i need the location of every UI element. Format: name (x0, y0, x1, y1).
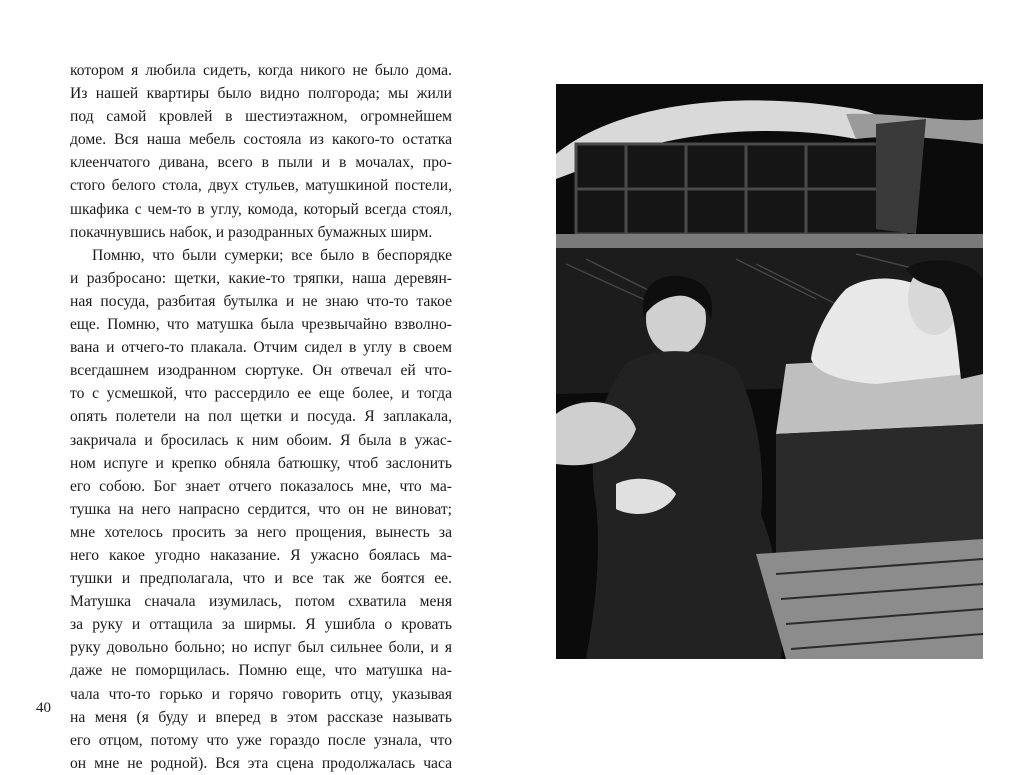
text-line: даже не поморщилась. Помню еще, что матушка на- (70, 662, 452, 680)
text-line: ная посуда, разбитая бутылка и не знаю что-то такое (70, 292, 452, 310)
text-line: доме. Вся наша мебель состояла из какого-то остатка (70, 131, 452, 149)
text-line: закричала и бросилась к ним обоим. Я была в ужас- (70, 431, 452, 449)
text-line: его отцом, потому что уже гораздо после узнала, что (70, 731, 452, 749)
text-line: то с усмешкой, что рассердило ее еще более, и тогда (70, 385, 452, 403)
text-line: под самой кровлей в шестиэтажном, огромнейшем (70, 108, 452, 126)
text-line: руку довольно больно; но испуг был сильнее боли, и я (70, 639, 452, 657)
text-line: и разбросано: щетки, какие-то тряпки, наша деревян- (70, 269, 452, 287)
text-line: стого белого стола, двух стульев, матушкиной постели, (70, 177, 452, 195)
text-line: котором я любила сидеть, когда никого не было дома. (70, 62, 452, 79)
text-line: на меня (я буду и вперед в этом рассказе называть (70, 708, 452, 726)
text-line: он мне не родной). Вся эта сцена продолжалась часа (70, 754, 452, 772)
text-line: Из нашей квартиры было видно полгорода; мы жили (70, 85, 452, 103)
text-column (70, 59, 452, 775)
bed-frame (776, 424, 983, 554)
page-number: 40 (36, 700, 51, 716)
text-line: опять полетели на пол щетки и посуда. Я заплакала, (70, 408, 452, 426)
text-line: мне хотелось просить за него прощения, вынесть за (70, 523, 452, 541)
text-line: его собою. Бог знает отчего показалось мне, что ма- (70, 477, 452, 495)
text-line: еще. Помню, что матушка была чрезвычайно взволно- (70, 316, 452, 334)
text-line: тушка на него напрасно сердится, что он не виноват; (70, 500, 452, 518)
paragraph-first-line: Помню, что были сумерки; все было в беспорядке (92, 246, 452, 264)
wall-ledge (556, 234, 983, 248)
text-line: покачнувшись набок, и разодранных бумажных ширм. (70, 223, 433, 241)
text-line: ном испуге и крепко обняла батюшку, чтоб заслонить (70, 454, 452, 472)
text-line: шкафика с чем-то в углу, комода, который всегда стоял, (70, 200, 452, 218)
window-grid (576, 144, 906, 234)
text-line: чала что-то горько и горячо говорить отцу, указывая (70, 685, 452, 703)
illustration (556, 84, 983, 659)
illustration-drawing (556, 84, 983, 659)
text-line: тушки и предполагала, что и все так же боятся ее. (70, 570, 452, 588)
text-line: Матушка сначала изумилась, потом схватила меня (70, 593, 452, 611)
text-line: него какое угодно наказание. Я ужасно боялась ма- (70, 546, 452, 564)
text-line: за руку и оттащила за ширмы. Я ушибла о кровать (70, 616, 452, 634)
text-line: вана и отчего-то плакала. Отчим сидел в углу в своем (70, 339, 452, 357)
text-line: всегдашнем изодранном сюртуке. Он отвечал ей что- (70, 362, 452, 380)
text-line: клеенчатого дивана, всего в пыли и в мочалах, про- (70, 154, 452, 172)
